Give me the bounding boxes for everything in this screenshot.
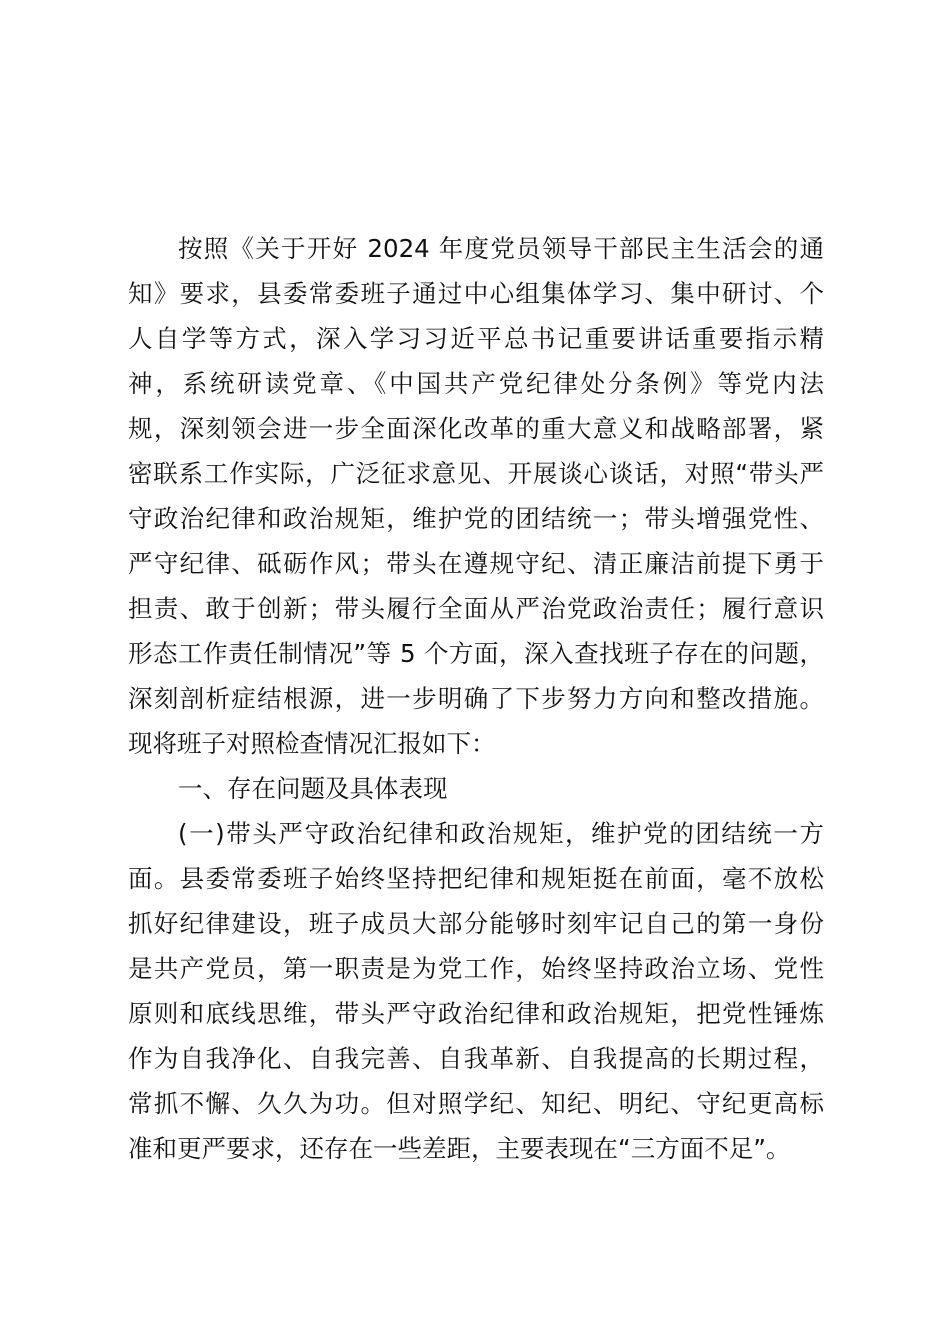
paragraph-line: 常抓不懈、久久为功。但对照学纪、知纪、明纪、守纪更高标 bbox=[128, 1089, 824, 1118]
paragraph-line: 准和更严要求，还存在一些差距，主要表现在“三方面不足”。 bbox=[128, 1134, 791, 1163]
paragraph-line: 是共产党员，第一职责是为党工作，始终坚持政治立场、党性 bbox=[128, 954, 824, 983]
section-heading: 一、存在问题及具体表现 bbox=[178, 774, 448, 803]
paragraph-line: 密联系工作实际，广泛征求意见、开展谈心谈话，对照“带头严 bbox=[128, 459, 824, 488]
paragraph-line: 形态工作责任制情况”等 5 个方面，深入查找班子存在的问题， bbox=[128, 639, 824, 668]
paragraph-line: (一)带头严守政治纪律和政治规矩，维护党的团结统一方 bbox=[178, 819, 824, 848]
paragraph-line: 抓好纪律建设，班子成员大部分能够时刻牢记自己的第一身份 bbox=[128, 909, 824, 938]
paragraph-line: 人自学等方式，深入学习习近平总书记重要讲话重要指示精 bbox=[128, 324, 824, 353]
paragraph-line: 守政治纪律和政治规矩，维护党的团结统一；带头增强党性、 bbox=[128, 504, 824, 533]
paragraph-line: 严守纪律、砥砺作风；带头在遵规守纪、清正廉洁前提下勇于 bbox=[128, 549, 824, 578]
document-body bbox=[128, 226, 824, 1171]
paragraph-line: 按照《关于开好 2024 年度党员领导干部民主生活会的通 bbox=[178, 234, 824, 263]
paragraph-line: 规，深刻领会进一步全面深化改革的重大意义和战略部署，紧 bbox=[128, 414, 824, 443]
paragraph-line: 面。县委常委班子始终坚持把纪律和规矩挺在前面，毫不放松 bbox=[128, 864, 824, 893]
paragraph-line: 担责、敢于创新；带头履行全面从严治党政治责任；履行意识 bbox=[128, 594, 824, 623]
paragraph-line: 原则和底线思维，带头严守政治纪律和政治规矩，把党性锤炼 bbox=[128, 999, 824, 1028]
paragraph-line: 神，系统研读党章、《中国共产党纪律处分条例》等党内法 bbox=[128, 369, 824, 398]
paragraph-line: 深刻剖析症结根源，进一步明确了下步努力方向和整改措施。 bbox=[128, 684, 824, 713]
paragraph-line: 现将班子对照检查情况汇报如下： bbox=[128, 729, 496, 758]
paragraph-line: 知》要求，县委常委班子通过中心组集体学习、集中研讨、个 bbox=[128, 279, 824, 308]
paragraph-line: 作为自我净化、自我完善、自我革新、自我提高的长期过程， bbox=[128, 1044, 824, 1073]
